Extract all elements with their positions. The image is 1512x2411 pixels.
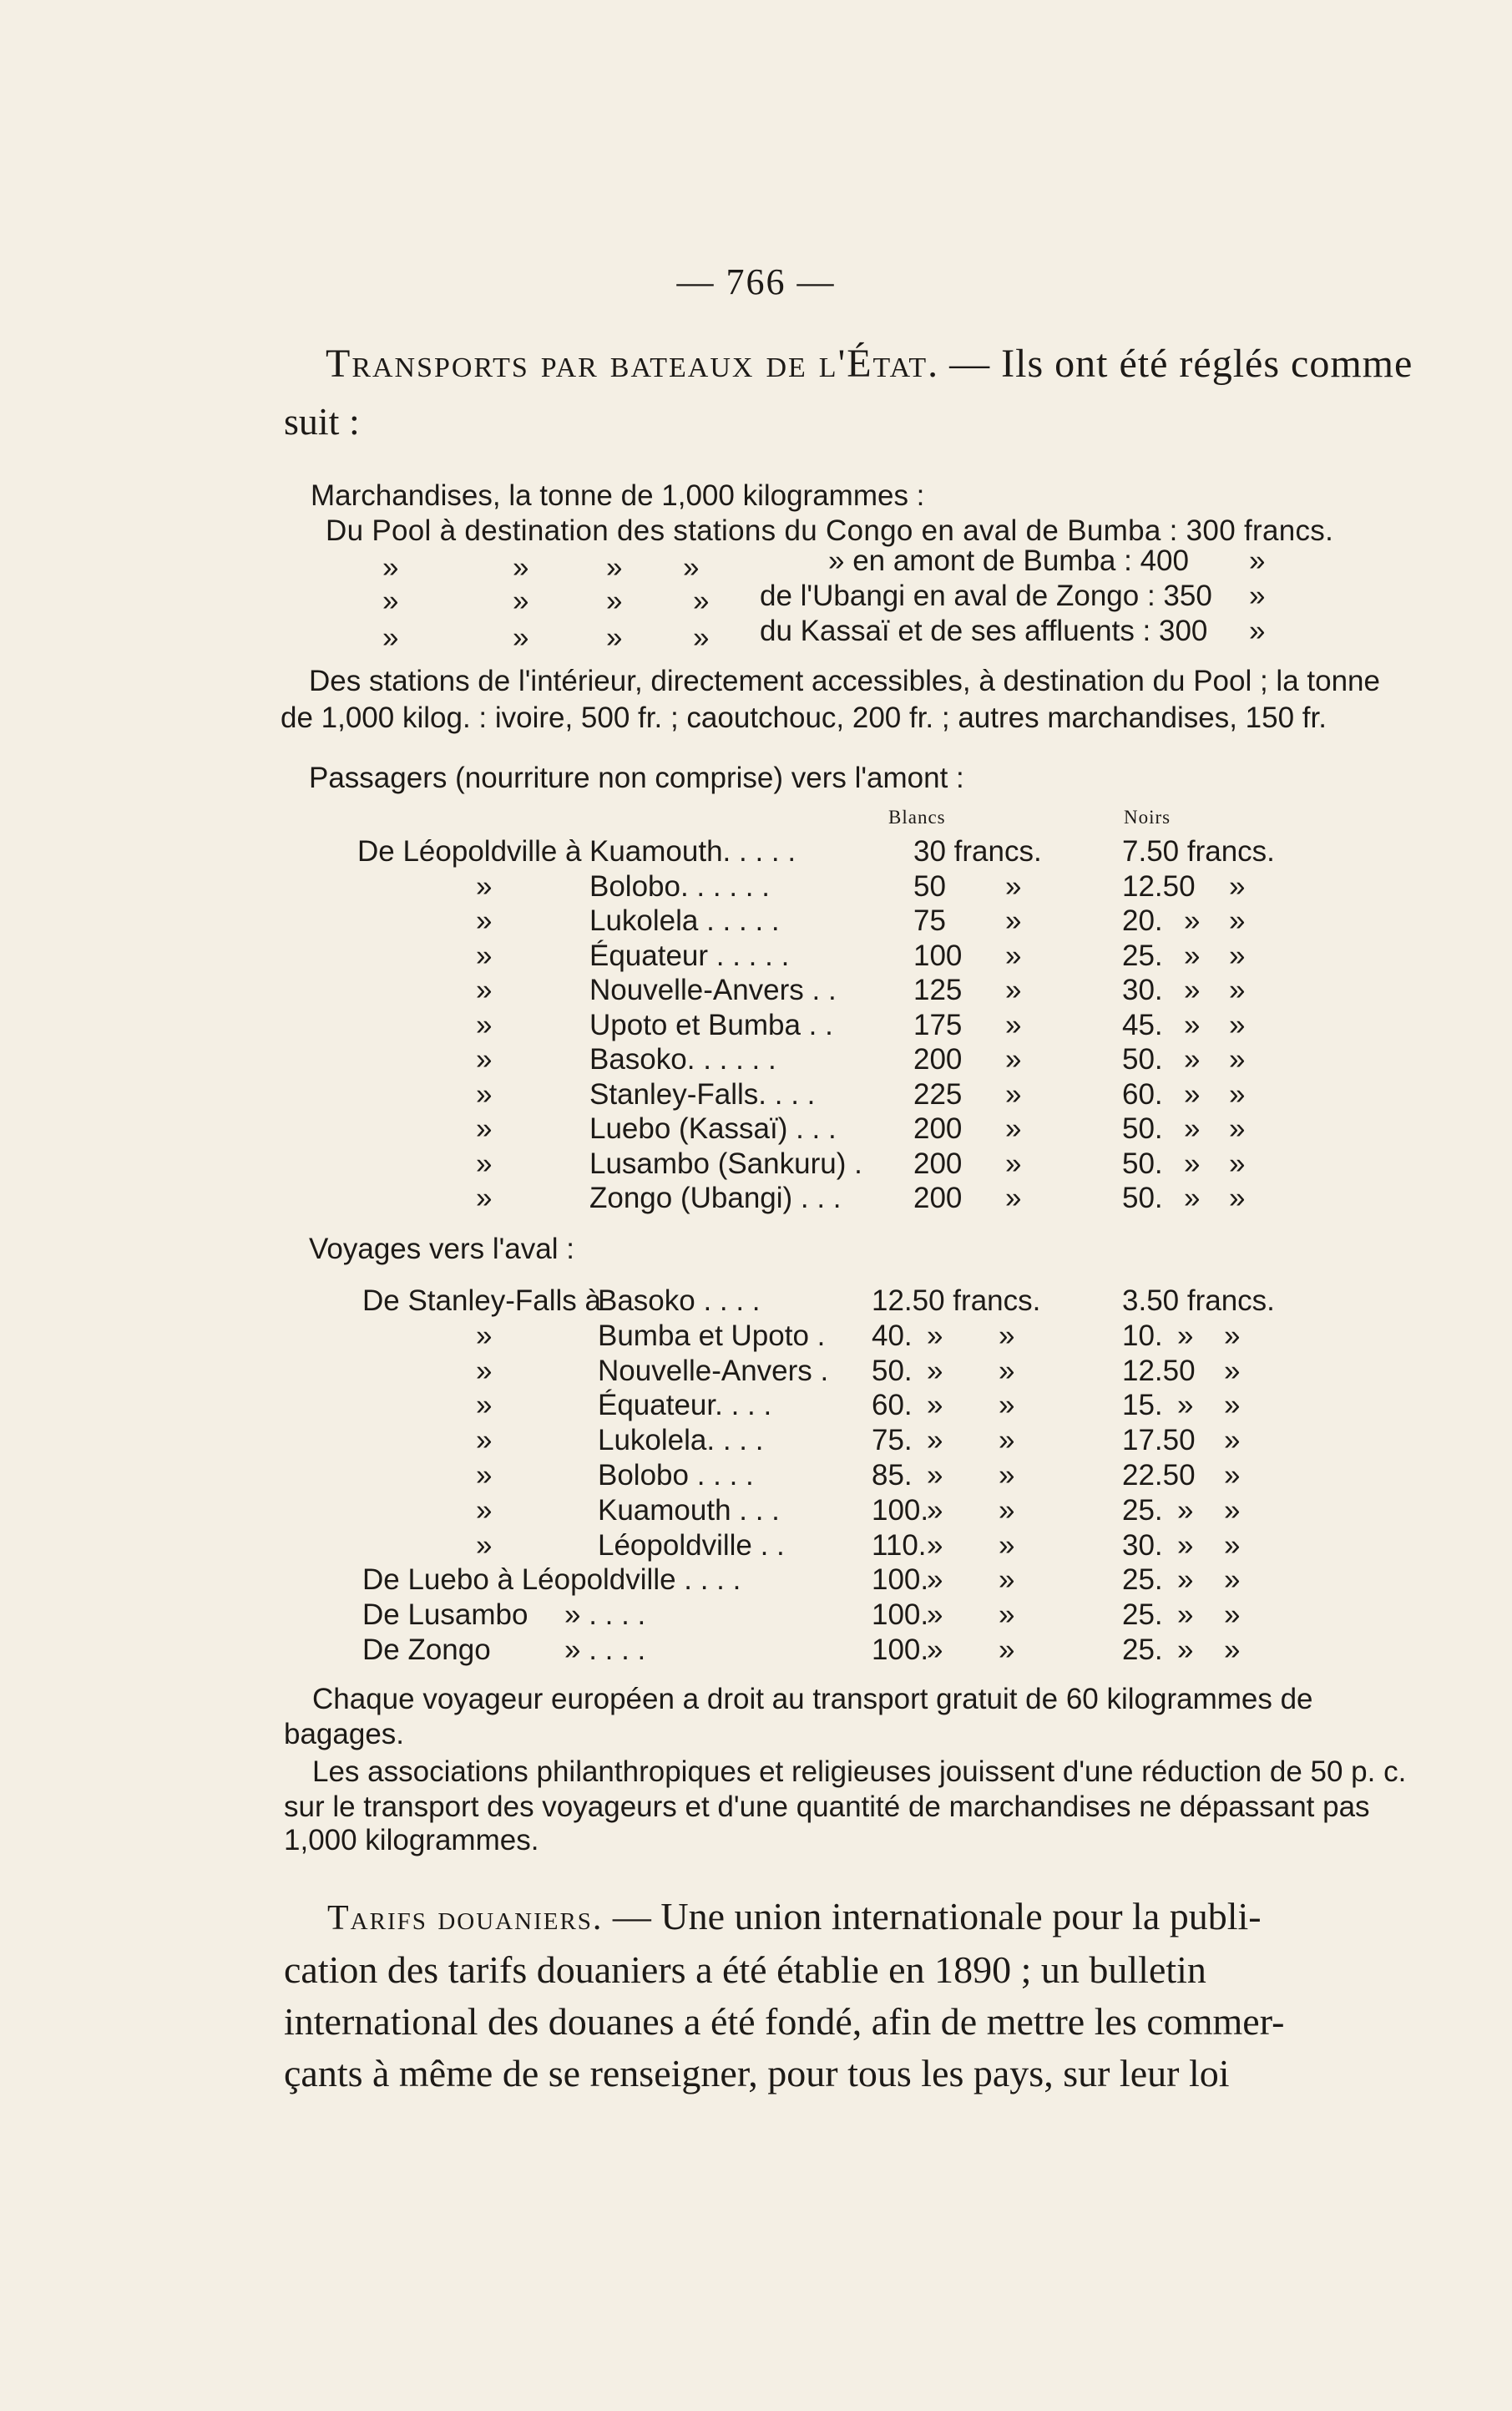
destination: Nouvelle-Anvers . . bbox=[589, 974, 837, 1006]
ditto-mark: » bbox=[999, 1389, 1015, 1421]
destination: » . . . . bbox=[564, 1598, 646, 1631]
ditto-mark: » bbox=[1005, 1112, 1022, 1145]
ditto-mark: » bbox=[927, 1389, 943, 1421]
destination: Équateur. . . . bbox=[598, 1389, 772, 1421]
ditto-mark: » bbox=[1184, 1043, 1201, 1076]
bagages-line-2: bagages. bbox=[284, 1718, 405, 1750]
tarifs-heading: Tarifs douaniers. bbox=[327, 1899, 604, 1937]
price-blancs: 30 francs. bbox=[913, 835, 1042, 868]
price-noirs: 25. bbox=[1122, 1494, 1163, 1527]
ditto-mark: » bbox=[999, 1319, 1015, 1352]
price-noirs: 45. bbox=[1122, 1009, 1163, 1041]
price-blancs: 200 bbox=[913, 1147, 963, 1180]
ditto-mark: » bbox=[1224, 1389, 1241, 1421]
ditto-mark: » bbox=[1229, 870, 1246, 903]
section-heading-transports bbox=[326, 341, 1413, 387]
ditto-mark: » bbox=[476, 1078, 493, 1111]
ditto-mark: » bbox=[1184, 974, 1201, 1006]
price-noirs: 22.50 bbox=[1122, 1459, 1196, 1492]
destination: Luebo (Kassaï) . . . bbox=[589, 1112, 837, 1145]
heading-small-caps: Transports par bateaux de l'État. bbox=[326, 342, 940, 386]
ditto-mark: » bbox=[1249, 580, 1266, 612]
ditto-mark: » bbox=[1005, 1043, 1022, 1076]
ditto-mark: » bbox=[513, 551, 529, 584]
col-header-blancs: Blancs bbox=[888, 807, 946, 828]
marchandises-line-3: de l'Ubangi en aval de Zongo : 350 bbox=[760, 580, 1212, 612]
ditto-mark: » bbox=[476, 1043, 493, 1076]
ditto-mark: » bbox=[382, 551, 399, 584]
destination: Nouvelle-Anvers . bbox=[598, 1355, 829, 1387]
ditto-mark: » bbox=[476, 1529, 493, 1562]
ditto-mark: » bbox=[1184, 1147, 1201, 1180]
price-noirs: 20. bbox=[1122, 904, 1163, 937]
tarifs-line-1-rest: — Une union internationale pour la publi- bbox=[612, 1895, 1262, 1937]
ditto-mark: » bbox=[1229, 1009, 1246, 1041]
ditto-mark: » bbox=[927, 1563, 943, 1596]
ditto-mark: » bbox=[1229, 1182, 1246, 1214]
ditto-mark: » bbox=[1005, 1182, 1022, 1214]
price-blancs: 225 bbox=[913, 1078, 963, 1111]
ditto-mark: » bbox=[927, 1634, 943, 1666]
price-blancs: 75. bbox=[872, 1424, 913, 1456]
price-noirs: 7.50 francs. bbox=[1122, 835, 1275, 868]
price-blancs: 100. bbox=[872, 1563, 929, 1596]
price-noirs: 25. bbox=[1122, 940, 1163, 972]
ditto-mark: » bbox=[1177, 1634, 1194, 1666]
ditto-mark: » bbox=[476, 1459, 493, 1492]
price-noirs: 30. bbox=[1122, 974, 1163, 1006]
interieur-line-1: Des stations de l'intérieur, directement accessibles, à destination du Pool ; la tonne bbox=[309, 665, 1380, 697]
tarifs-line-2: cation des tarifs douaniers a été établie en 1890 ; un bulletin bbox=[284, 1948, 1206, 1991]
ditto-mark: » bbox=[513, 585, 529, 617]
ditto-mark: » bbox=[999, 1598, 1015, 1631]
ditto-mark: » bbox=[1177, 1598, 1194, 1631]
assoc-line-1: Les associations philanthropiques et religieuses jouissent d'une réduction de 50 p. c. bbox=[312, 1755, 1407, 1788]
ditto-mark: » bbox=[999, 1355, 1015, 1387]
destination: Bumba et Upoto . bbox=[598, 1319, 826, 1352]
price-blancs: 200 bbox=[913, 1043, 963, 1076]
interieur-line-2: de 1,000 kilog. : ivoire, 500 fr. ; caoutchouc, 200 fr. ; autres marchandises, 150 fr. bbox=[281, 702, 1327, 734]
ditto-mark: » bbox=[999, 1563, 1015, 1596]
ditto-mark: » bbox=[476, 1182, 493, 1214]
ditto-mark: » bbox=[1005, 974, 1022, 1006]
tarifs-line-4: çants à même de se renseigner, pour tous les pays, sur leur loi bbox=[284, 2052, 1230, 2094]
assoc-line-2: sur le transport des voyageurs et d'une quantité de marchandises ne dépassant pas bbox=[284, 1791, 1370, 1823]
ditto-mark: » bbox=[1249, 545, 1266, 577]
price-blancs: 12.50 francs. bbox=[872, 1284, 1041, 1317]
ditto-mark: » bbox=[1184, 1182, 1201, 1214]
destination: Lukolela . . . . . bbox=[589, 904, 780, 937]
ditto-mark: » bbox=[1177, 1529, 1194, 1562]
tarifs-line-3: international des douanes a été fondé, afin de mettre les commer- bbox=[284, 2000, 1285, 2043]
ditto-mark: » bbox=[1005, 870, 1022, 903]
price-noirs: 25. bbox=[1122, 1563, 1163, 1596]
ditto-mark: » bbox=[927, 1319, 943, 1352]
price-noirs: 12.50 bbox=[1122, 1355, 1196, 1387]
ditto-mark: » bbox=[1224, 1598, 1241, 1631]
ditto-mark: » bbox=[476, 940, 493, 972]
ditto-mark: » bbox=[927, 1424, 943, 1456]
marchandises-line-4: du Kassaï et de ses affluents : 300 bbox=[760, 615, 1208, 647]
price-blancs: 175 bbox=[913, 1009, 963, 1041]
ditto-mark: » bbox=[1184, 904, 1201, 937]
ditto-mark: » bbox=[382, 585, 399, 617]
ditto-mark: » bbox=[1224, 1494, 1241, 1527]
price-blancs: 200 bbox=[913, 1112, 963, 1145]
ditto-mark: » bbox=[1005, 1009, 1022, 1041]
destination: Lukolela. . . . bbox=[598, 1424, 764, 1456]
ditto-mark: » bbox=[1229, 1147, 1246, 1180]
price-blancs: 100. bbox=[872, 1634, 929, 1666]
ditto-mark: » bbox=[606, 551, 623, 584]
ditto-mark: » bbox=[513, 621, 529, 654]
ditto-mark: » bbox=[476, 974, 493, 1006]
ditto-mark: » bbox=[606, 621, 623, 654]
ditto-mark: » bbox=[999, 1424, 1015, 1456]
ditto-mark: » bbox=[1224, 1459, 1241, 1492]
ditto-mark: » bbox=[476, 1424, 493, 1456]
ditto-mark: » bbox=[927, 1494, 943, 1527]
destination: Kuamouth . . . bbox=[598, 1494, 780, 1527]
ditto-mark: » bbox=[693, 585, 710, 617]
ditto-mark: » bbox=[1005, 940, 1022, 972]
ditto-mark: » bbox=[1229, 1043, 1246, 1076]
ditto-mark: » bbox=[606, 585, 623, 617]
ditto-mark: » bbox=[927, 1529, 943, 1562]
price-blancs: 100. bbox=[872, 1598, 929, 1631]
col-header-noirs: Noirs bbox=[1124, 807, 1171, 828]
marchandises-line-2: » en amont de Bumba : 400 bbox=[828, 545, 1189, 577]
price-noirs: 17.50 bbox=[1122, 1424, 1196, 1456]
page-number: — 766 — bbox=[676, 261, 836, 302]
price-noirs: 30. bbox=[1122, 1529, 1163, 1562]
price-blancs: 50. bbox=[872, 1355, 913, 1387]
ditto-mark: » bbox=[927, 1598, 943, 1631]
price-blancs: 100 bbox=[913, 940, 963, 972]
destination: » . . . . bbox=[564, 1634, 646, 1666]
ditto-mark: » bbox=[382, 621, 399, 654]
heading-rest: — Ils ont été réglés comme bbox=[949, 342, 1413, 386]
heading-continuation: suit : bbox=[284, 400, 360, 443]
passagers-intro: Passagers (nourriture non comprise) vers l'amont : bbox=[309, 762, 964, 794]
price-noirs: 50. bbox=[1122, 1043, 1163, 1076]
destination: Bolobo. . . . . . bbox=[589, 870, 770, 903]
ditto-mark: » bbox=[476, 1494, 493, 1527]
ditto-mark: » bbox=[476, 1147, 493, 1180]
ditto-mark: » bbox=[1229, 904, 1246, 937]
destination: Kuamouth. . . . . bbox=[589, 835, 796, 868]
ditto-mark: » bbox=[1177, 1563, 1194, 1596]
ditto-mark: » bbox=[1224, 1424, 1241, 1456]
price-noirs: 50. bbox=[1122, 1182, 1163, 1214]
ditto-mark: » bbox=[999, 1494, 1015, 1527]
price-noirs: 25. bbox=[1122, 1598, 1163, 1631]
price-blancs: 100. bbox=[872, 1494, 929, 1527]
price-blancs: 50 bbox=[913, 870, 946, 903]
ditto-mark: » bbox=[1224, 1563, 1241, 1596]
ditto-mark: » bbox=[1224, 1355, 1241, 1387]
ditto-mark: » bbox=[476, 1389, 493, 1421]
assoc-line-3: 1,000 kilogrammes. bbox=[284, 1824, 539, 1856]
destination: Basoko. . . . . . bbox=[589, 1043, 776, 1076]
ditto-mark: » bbox=[1005, 904, 1022, 937]
price-noirs: 60. bbox=[1122, 1078, 1163, 1111]
passagers-origin: De Léopoldville à bbox=[357, 835, 582, 868]
destination: Upoto et Bumba . . bbox=[589, 1009, 833, 1041]
ditto-mark: » bbox=[1177, 1389, 1194, 1421]
price-noirs: 15. bbox=[1122, 1389, 1163, 1421]
ditto-mark: » bbox=[1177, 1319, 1194, 1352]
ditto-mark: » bbox=[1229, 974, 1246, 1006]
ditto-mark: » bbox=[476, 1355, 493, 1387]
price-blancs: 85. bbox=[872, 1459, 913, 1492]
price-noirs: 3.50 francs. bbox=[1122, 1284, 1275, 1317]
ditto-mark: » bbox=[476, 904, 493, 937]
origin: De Lusambo bbox=[362, 1598, 528, 1631]
origin: De Zongo bbox=[362, 1634, 491, 1666]
destination: Zongo (Ubangi) . . . bbox=[589, 1182, 842, 1214]
ditto-mark: » bbox=[1184, 1009, 1201, 1041]
ditto-mark: » bbox=[476, 870, 493, 903]
price-noirs: 10. bbox=[1122, 1319, 1163, 1352]
ditto-mark: » bbox=[1229, 1078, 1246, 1111]
ditto-mark: » bbox=[927, 1355, 943, 1387]
ditto-mark: » bbox=[1229, 940, 1246, 972]
price-blancs: 125 bbox=[913, 974, 963, 1006]
bagages-line-1: Chaque voyageur européen a droit au transport gratuit de 60 kilogrammes de bbox=[312, 1683, 1313, 1715]
ditto-mark: » bbox=[476, 1112, 493, 1145]
price-blancs: 40. bbox=[872, 1319, 913, 1352]
tarifs-line-1 bbox=[327, 1894, 1262, 1938]
ditto-mark: » bbox=[1184, 1112, 1201, 1145]
destination: Équateur . . . . . bbox=[589, 940, 790, 972]
ditto-mark: » bbox=[1224, 1529, 1241, 1562]
destination: Léopoldville . . bbox=[598, 1529, 785, 1562]
price-noirs: 25. bbox=[1122, 1634, 1163, 1666]
ditto-mark: » bbox=[476, 1009, 493, 1041]
destination: Basoko . . . . bbox=[598, 1284, 761, 1317]
destination: Lusambo (Sankuru) . bbox=[589, 1147, 862, 1180]
ditto-mark: » bbox=[999, 1634, 1015, 1666]
aval-intro: Voyages vers l'aval : bbox=[309, 1233, 574, 1265]
price-noirs: 50. bbox=[1122, 1112, 1163, 1145]
price-blancs: 110. bbox=[872, 1529, 927, 1562]
ditto-mark: » bbox=[1229, 1112, 1246, 1145]
destination: Bolobo . . . . bbox=[598, 1459, 754, 1492]
marchandises-intro: Marchandises, la tonne de 1,000 kilogrammes : bbox=[311, 479, 925, 512]
ditto-mark: » bbox=[1224, 1319, 1241, 1352]
price-noirs: 50. bbox=[1122, 1147, 1163, 1180]
ditto-mark: » bbox=[1224, 1634, 1241, 1666]
ditto-mark: » bbox=[1184, 940, 1201, 972]
ditto-mark: » bbox=[1005, 1078, 1022, 1111]
ditto-mark: » bbox=[683, 551, 700, 584]
price-blancs: 200 bbox=[913, 1182, 963, 1214]
price-noirs: 12.50 bbox=[1122, 870, 1196, 903]
ditto-mark: » bbox=[999, 1529, 1015, 1562]
ditto-mark: » bbox=[1005, 1147, 1022, 1180]
ditto-mark: » bbox=[1249, 615, 1266, 647]
ditto-mark: » bbox=[693, 621, 710, 654]
marchandises-line-1: Du Pool à destination des stations du Congo en aval de Bumba : 300 francs. bbox=[326, 514, 1334, 547]
price-blancs: 60. bbox=[872, 1389, 913, 1421]
ditto-mark: » bbox=[476, 1319, 493, 1352]
price-blancs: 75 bbox=[913, 904, 946, 937]
destination: Stanley-Falls. . . . bbox=[589, 1078, 816, 1111]
origin: De Luebo à Léopoldville . . . . bbox=[362, 1563, 741, 1596]
ditto-mark: » bbox=[927, 1459, 943, 1492]
ditto-mark: » bbox=[1184, 1078, 1201, 1111]
ditto-mark: » bbox=[999, 1459, 1015, 1492]
ditto-mark: » bbox=[1177, 1494, 1194, 1527]
origin: De Stanley-Falls à bbox=[362, 1284, 601, 1317]
